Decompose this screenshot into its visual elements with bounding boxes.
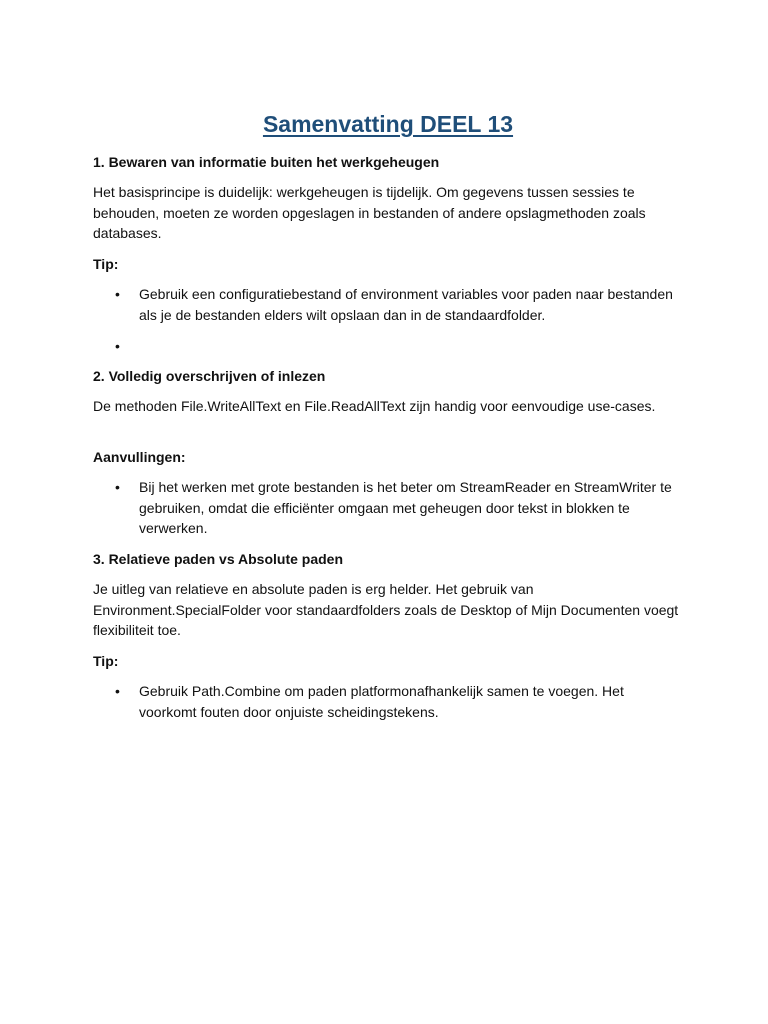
bullet-list	[93, 477, 683, 539]
list-item: • Gebruik Path.Combine om paden platformonafhankelijk samen te voegen. Het voorkomt fouten door onjuiste scheidingstekens.	[139, 681, 683, 722]
section-heading: 2. Volledig overschrijven of inlezen	[93, 368, 326, 385]
list-item: • Gebruik een configuratiebestand of environment variables voor paden naar bestanden als je de bestanden elders wilt opslaan dan in de standaardfolder.	[139, 284, 683, 325]
section-label: Tip:	[93, 256, 119, 273]
section-3	[93, 549, 683, 723]
bullet-list	[93, 284, 683, 356]
section-paragraph: De methoden File.WriteAllText en File.ReadAllText zijn handig voor eenvoudige use-cases.	[93, 398, 656, 415]
section-paragraph: Het basisprincipe is duidelijk: werkgeheugen is tijdelijk. Om gegevens tussen sessies te behouden, moeten ze worden opgeslagen in bestanden of andere opslagmethoden zoals databases.	[93, 184, 646, 242]
section-heading: 3. Relatieve paden vs Absolute paden	[93, 551, 344, 568]
empty-line	[93, 427, 683, 447]
section-paragraph: Je uitleg van relatieve en absolute paden is erg helder. Het gebruik van Environment.SpecialFolder voor standaardfolders zoals de Desktop of Mijn Documenten voegt flexibiliteit toe.	[93, 581, 679, 639]
section-2	[93, 366, 683, 539]
document-title: Samenvatting DEEL 13	[262, 111, 514, 137]
bullet-list	[93, 681, 683, 722]
section-1	[93, 152, 683, 356]
document-page	[93, 108, 683, 733]
section-heading: 1. Bewaren van informatie buiten het werkgeheugen	[93, 154, 440, 170]
list-item-empty	[139, 336, 683, 357]
section-label: Tip:	[93, 653, 119, 670]
section-label: Aanvullingen:	[93, 448, 186, 465]
list-item: • Bij het werken met grote bestanden is het beter om StreamReader en StreamWriter te gebruiken, omdat die efficiënter omgaan met geheugen door tekst in blokken te verwerken.	[139, 477, 683, 539]
